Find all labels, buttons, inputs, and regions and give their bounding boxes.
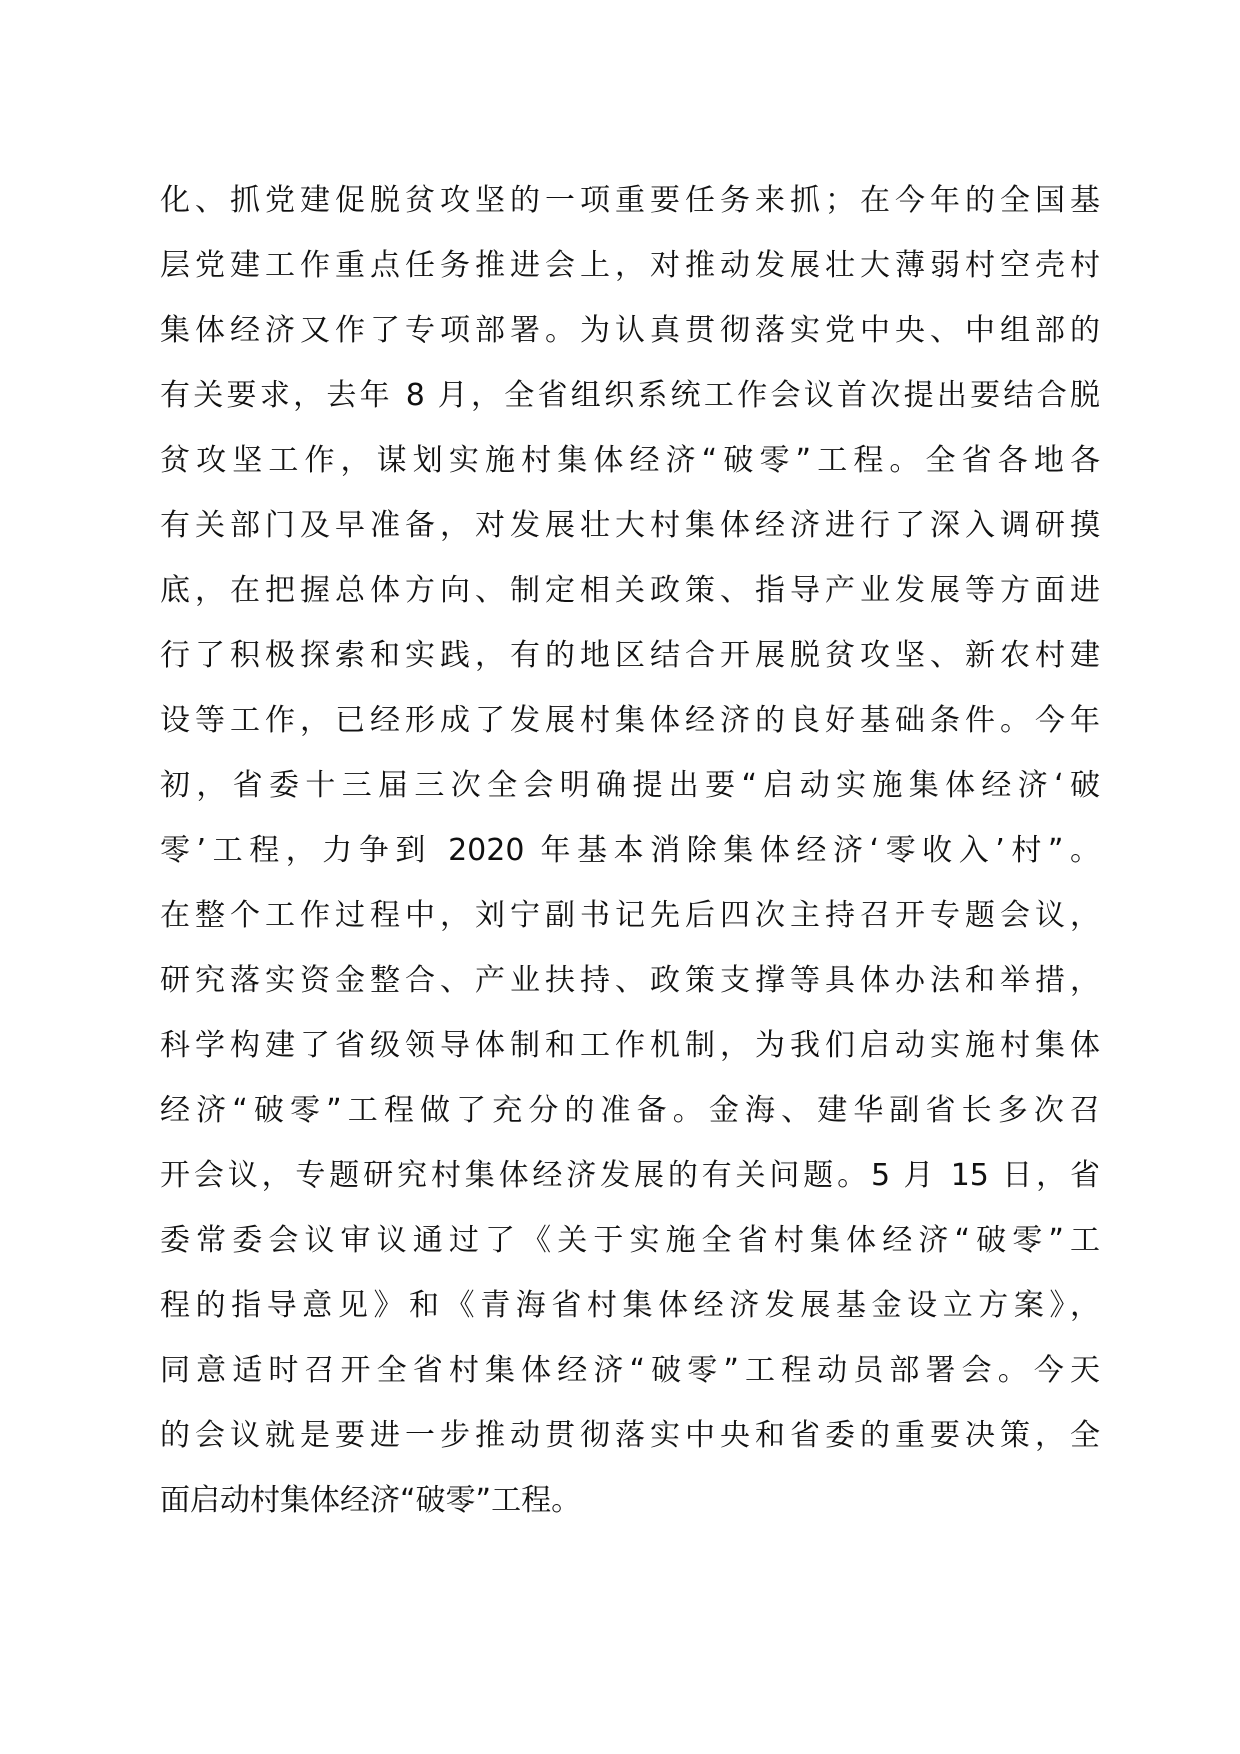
text-line: 设等工作，已经形成了发展村集体经济的良好基础条件。今年 <box>160 703 1100 738</box>
text-line: 底，在把握总体方向、制定相关政策、指导产业发展等方面进 <box>160 573 1100 608</box>
text-line: 经济“破零”工程做了充分的准备。金海、建华副省长多次召 <box>160 1093 1100 1128</box>
text-line: 零’工程，力争到 2020 年基本消除集体经济‘零收入’村”。 <box>160 833 1100 868</box>
text-line: 层党建工作重点任务推进会上，对推动发展壮大薄弱村空壳村 <box>160 248 1100 283</box>
text-line: 集体经济又作了专项部署。为认真贯彻落实党中央、中组部的 <box>160 313 1100 348</box>
text-line: 科学构建了省级领导体制和工作机制，为我们启动实施村集体 <box>160 1028 1100 1063</box>
text-line: 初，省委十三届三次全会明确提出要“启动实施集体经济‘破 <box>160 768 1100 803</box>
text-line: 委常委会议审议通过了《关于实施全省村集体经济“破零”工 <box>160 1223 1100 1258</box>
text-line: 研究落实资金整合、产业扶持、政策支撑等具体办法和举措， <box>160 963 1100 998</box>
text-line: 开会议，专题研究村集体经济发展的有关问题。5 月 15 日，省 <box>160 1158 1100 1193</box>
text-line: 同意适时召开全省村集体经济“破零”工程动员部署会。今天 <box>160 1353 1100 1388</box>
text-line: 有关要求，去年 8 月，全省组织系统工作会议首次提出要结合脱 <box>160 378 1100 413</box>
text-line: 贫攻坚工作，谋划实施村集体经济“破零”工程。全省各地各 <box>160 443 1100 478</box>
text-line: 的会议就是要进一步推动贯彻落实中央和省委的重要决策，全 <box>160 1418 1100 1453</box>
text-line: 面启动村集体经济“破零”工程。 <box>160 1483 582 1518</box>
text-line: 程的指导意见》和《青海省村集体经济发展基金设立方案》， <box>160 1288 1100 1323</box>
body-paragraph <box>160 168 1100 1533</box>
text-line: 在整个工作过程中，刘宁副书记先后四次主持召开专题会议， <box>160 898 1100 933</box>
text-line: 行了积极探索和实践，有的地区结合开展脱贫攻坚、新农村建 <box>160 638 1100 673</box>
text-line: 化、抓党建促脱贫攻坚的一项重要任务来抓；在今年的全国基 <box>160 183 1100 218</box>
text-line: 有关部门及早准备，对发展壮大村集体经济进行了深入调研摸 <box>160 508 1100 543</box>
